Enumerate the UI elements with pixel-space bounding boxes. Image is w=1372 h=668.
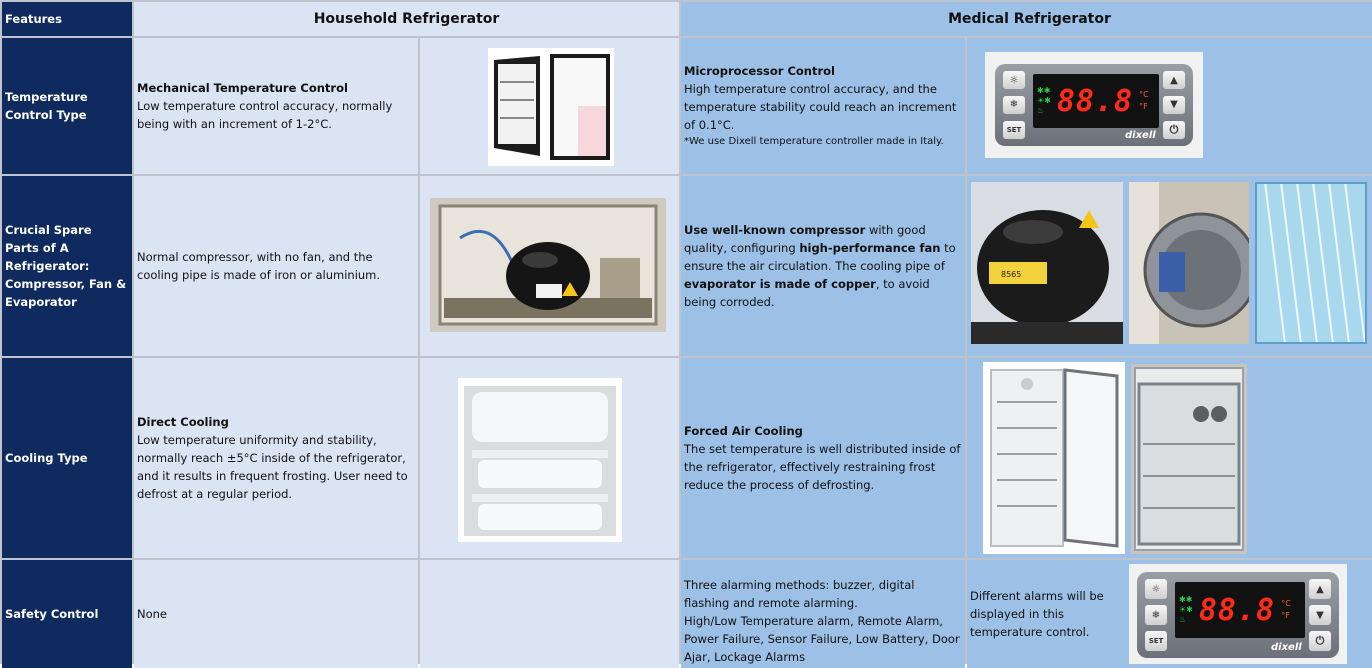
dixell-controller-image-2 [1129,564,1347,664]
power-icon: ⏻ [1163,121,1185,139]
household-temp-text [134,38,418,174]
medical-header-label: Medical Refrigerator [948,11,1111,27]
down-arrow-icon: ▼ [1163,96,1185,114]
medical-cooling-title: Forced Air Cooling [684,424,803,438]
medical-cooling-desc: The set temperature is well distributed inside of the refrigerator, effectively restraining frost reduce the process of defrosting. [684,442,961,492]
medical-safety-methods: Three alarming methods: buzzer, digital flashing and remote alarming. [684,578,915,610]
household-header-label: Household Refrigerator [313,11,500,27]
medical-cooling-text [681,358,965,558]
medical-temp-image-cell [967,38,1372,174]
household-compressor-image [430,198,666,332]
light-icon: ☼ [1145,579,1167,599]
light-icon: ☼ [1003,71,1025,89]
medical-cooling-image-cell [967,358,1372,558]
display-digits: 88.8 [1056,83,1134,119]
household-temp-image-cell [420,38,679,174]
medical-fridge-closed-image [1131,364,1247,554]
set-key: SET [1003,121,1025,139]
dixell-brand: dixell [1271,642,1302,653]
snowflake-icon: ❄ [1145,605,1167,625]
medical-safety-alarms: High/Low Temperature alarm, Remote Alarm, Power Failure, Sensor Failure, Low Battery, Door Ajar, Lockage Alarms [684,614,960,664]
medical-parts-text [681,176,965,356]
household-safety-empty [420,560,679,668]
feature-cooling-type [2,358,132,558]
medical-temp-note: *We use Dixell temperature controller made in Italy. [684,136,944,147]
features-header [2,2,132,36]
household-parts-image-cell [420,176,679,356]
household-safety-text [134,560,418,668]
medical-fridge-open-image [983,362,1125,554]
household-cooling-title: Direct Cooling [137,415,229,429]
medical-header [681,2,1372,36]
unit-c-label: °C [1139,90,1149,99]
household-temp-title: Mechanical Temperature Control [137,81,348,95]
status-icons: ✱✱ ☀✱ ♨ [1037,86,1051,115]
feature-cooling-type-label: Cooling Type [5,451,88,465]
medical-temp-text [681,38,965,174]
feature-spare-parts-label: Crucial Spare Parts of A Refrigerator: Compressor, Fan & Evaporator [5,223,127,309]
mini-fridge-image [488,48,614,166]
medical-safety-image-cell [967,560,1372,668]
display-digits: 88.8 [1198,592,1276,628]
medical-parts-desc: Use well-known compressor with good quality, configuring high-performance fan to ensure the air circulation. The cooling pipe of evaporator is made of copper, to avoid being corroded. [684,223,956,309]
set-key: SET [1145,631,1167,651]
up-arrow-icon: ▲ [1163,71,1185,89]
feature-safety-control-label: Safety Control [5,607,99,621]
medical-compressor-image [971,182,1123,344]
evaporator-image [1255,182,1367,344]
down-arrow-icon: ▼ [1309,605,1331,625]
unit-f-label: °F [1281,611,1290,620]
up-arrow-icon: ▲ [1309,579,1331,599]
household-cooling-text [134,358,418,558]
medical-temp-title: Microprocessor Control [684,64,835,78]
household-header [134,2,679,36]
compressor-label: 8565 [1001,270,1022,279]
household-parts-text [134,176,418,356]
household-safety-desc: None [137,607,168,621]
feature-temperature-control [2,38,132,174]
fan-image [1129,182,1249,344]
medical-safety-note-wrap [967,560,1123,668]
household-cooling-desc: Low temperature uniformity and stability, normally reach ±5°C inside of the refrigerator, and it results in frequent frosting. User need to defrost at a regular period. [137,433,408,501]
unit-f-label: °F [1139,102,1148,111]
dixell-controller-image [985,52,1203,158]
features-header-label: Features [5,12,62,26]
unit-c-label: °C [1281,599,1291,608]
dixell-brand: dixell [1125,130,1156,141]
medical-safety-note: Different alarms will be displayed in this temperature control. [970,589,1104,639]
feature-spare-parts [2,176,132,356]
status-icons: ✱✱ ☀✱ ♨ [1179,595,1193,624]
power-icon: ⏻ [1309,631,1331,651]
snowflake-icon: ❄ [1003,96,1025,114]
household-parts-desc: Normal compressor, with no fan, and the cooling pipe is made of iron or aluminium. [137,250,381,282]
frosted-freezer-image [458,378,622,542]
household-cooling-image-cell [420,358,679,558]
household-temp-desc: Low temperature control accuracy, normally being with an increment of 1-2°C. [137,99,393,131]
medical-safety-text [681,560,965,668]
feature-safety-control [2,560,132,668]
medical-parts-image-cell [967,176,1372,356]
medical-temp-desc: High temperature control accuracy, and the temperature stability could reach an increment of 0.1°C. [684,82,957,132]
feature-temperature-control-label: Temperature Control Type [5,90,88,122]
